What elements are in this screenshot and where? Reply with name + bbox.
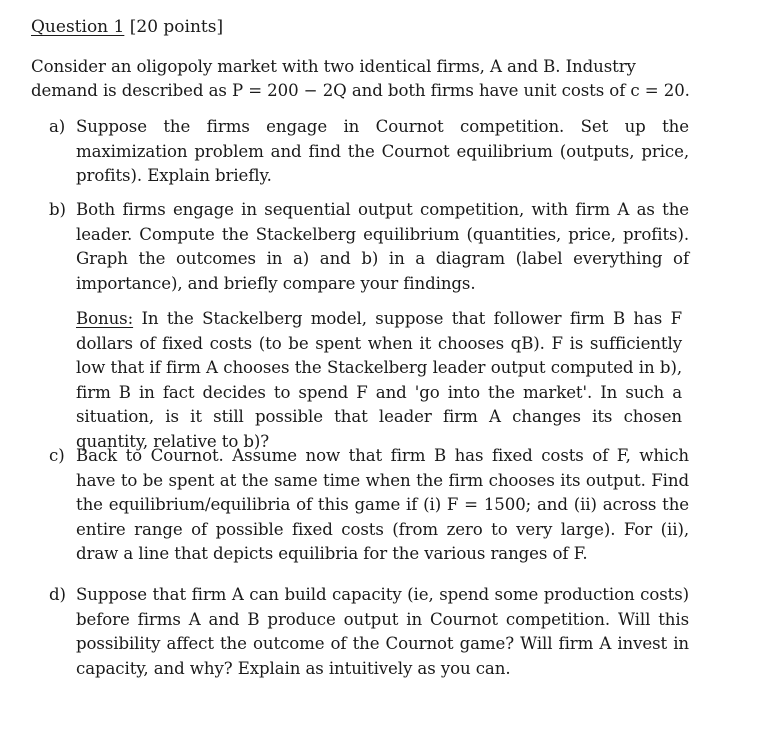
part-b-label: b) [49,200,66,219]
question-intro: Consider an oligopoly market with two identical firms, A and B. Industry demand is described as P = 200 − 2Q and both firms have unit costs of c = 20. [31,57,690,100]
question-points: [20 points] [129,17,224,37]
part-d [49,583,689,681]
part-b [49,198,689,296]
bonus-text: In the Stackelberg model, suppose that follower firm B has F dollars of fixed costs (to be spent when it chooses qB). F is sufficiently low that if firm A chooses the Stackelberg leader output computed in b), firm B in fact decides to spend F and 'go into the market'. In such a situation, is it still possible that leader firm A changes its chosen quantity, relative to b)? [76,309,682,451]
part-d-label: d) [49,585,66,604]
part-d-text: Suppose that firm A can build capacity (ie, spend some production costs) before firms A and B produce output in Cournot competition. Will this possibility affect the outcome of the Cournot game? Will firm A invest in capacity, and why? Explain as intuitively as you can. [76,585,689,678]
part-c-text: Back to Cournot. Assume now that firm B has fixed costs of F, which have to be spent at the same time when the firm chooses its output. Find the equilibrium/equilibria of this game if (i) F = 1500; and (ii) across the entire range of possible fixed costs (from zero to very large). For (ii), draw a line that depicts equilibria for the various ranges of F. [76,446,689,563]
part-b-text: Both firms engage in sequential output competition, with firm A as the leader. Compute the Stackelberg equilibrium (quantities, price, profits). Graph the outcomes in a) and b) in a diagram (label everything of importance), and briefly compare your findings. [76,200,689,293]
question-number: Question 1 [31,17,125,37]
part-a [49,115,689,189]
part-c-label: c) [49,446,65,465]
question-title [31,17,223,37]
bonus-paragraph [76,307,682,454]
part-a-label: a) [49,117,66,136]
part-c [49,444,689,567]
bonus-label: Bonus: [76,309,134,328]
part-a-text: Suppose the firms engage in Cournot competition. Set up the maximization problem and find the Cournot equilibrium (outputs, price, profits). Explain briefly. [76,117,689,185]
